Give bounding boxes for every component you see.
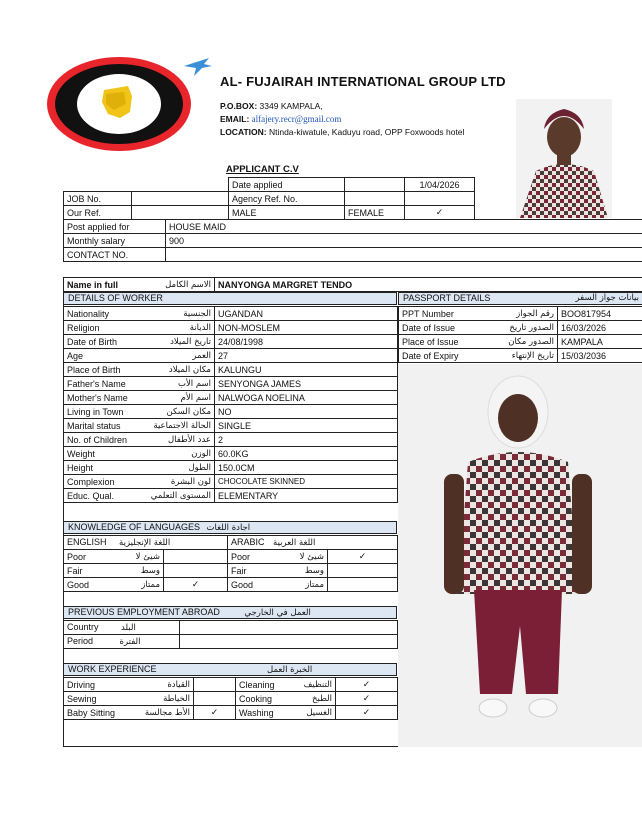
experience-left-0-label-ar: القيادة	[167, 679, 190, 690]
arabic-level-2-cell	[228, 578, 328, 592]
experience-left-0-cell	[64, 678, 194, 692]
worker-value[interactable]: SENYONGA JAMES	[215, 377, 398, 391]
worker-value[interactable]: NO	[215, 405, 398, 419]
experience-row	[64, 692, 398, 706]
experience-left-0-label: Driving	[67, 679, 96, 690]
job-no-label: JOB No.	[64, 192, 132, 206]
passport-3-label: Date of Expiry	[402, 350, 459, 361]
location-value: Ntinda-kiwatule, Kaduyu road, OPP Foxwoods hotel	[268, 127, 465, 137]
passport-value[interactable]: KAMPALA	[558, 335, 642, 349]
worker-header: DETAILS OF WORKER	[63, 292, 397, 305]
post-value[interactable]: HOUSE MAID	[166, 220, 642, 234]
worker-10-label: Weight	[67, 448, 95, 459]
english-level-1-label: Fair	[67, 565, 83, 576]
worker-4-label: Place of Birth	[67, 364, 121, 375]
language-row	[64, 578, 398, 592]
passport-1-label-ar: الصدور تاريخ	[509, 322, 554, 333]
experience-left-1-label: Sewing	[67, 693, 97, 704]
english-level-0-wrap	[67, 552, 160, 562]
worker-7-label-ar: مكان السكن	[166, 406, 211, 417]
english-label: ENGLISH	[67, 537, 107, 547]
experience-right-0-cell	[236, 678, 336, 692]
email-label: EMAIL:	[220, 114, 250, 124]
passport-3-wrap	[402, 351, 554, 361]
arabic-level-1-label: Fair	[231, 565, 247, 576]
worker-row	[64, 433, 398, 447]
top-details-table	[63, 177, 475, 220]
country-label-ar: البلد	[121, 623, 136, 633]
worker-11-label: Height	[67, 462, 94, 473]
applicant-full-photo	[398, 364, 642, 747]
worker-row	[64, 461, 398, 475]
passport-2-cell	[399, 335, 558, 349]
experience-right-2-wrap	[239, 708, 332, 718]
worker-0-label: Nationality	[67, 308, 110, 319]
worker-6-label-ar: اسم الأم	[180, 392, 211, 403]
name-label: Name in full	[67, 279, 119, 290]
contact-label: CONTACT NO.	[64, 248, 166, 262]
post-table	[63, 219, 642, 262]
worker-value[interactable]: KALUNGU	[215, 363, 398, 377]
worker-9-label-ar: عدد الأطفال	[167, 434, 211, 445]
applicant-portrait	[516, 99, 612, 218]
experience-row	[64, 678, 398, 692]
arabic-level-checkbox[interactable]: ✓	[328, 550, 398, 564]
worker-value[interactable]: NALWOGA NOELINA	[215, 391, 398, 405]
worker-11-cell	[64, 461, 215, 475]
worker-3-label-ar: العمر	[192, 350, 211, 361]
experience-left-checkbox[interactable]	[194, 692, 236, 706]
arabic-level-1-label-ar: وسط	[304, 565, 324, 576]
period-label: Period	[67, 636, 94, 646]
period-value[interactable]	[180, 635, 398, 649]
experience-left-checkbox[interactable]: ✓	[194, 706, 236, 720]
experience-right-checkbox[interactable]: ✓	[336, 678, 398, 692]
worker-row	[64, 405, 398, 419]
name-table	[63, 277, 642, 292]
worker-1-cell	[64, 321, 215, 335]
experience-table	[63, 677, 398, 720]
worker-10-wrap	[67, 449, 211, 459]
contact-value[interactable]	[166, 248, 642, 262]
female-checkbox[interactable]: ✓	[405, 206, 475, 220]
company-location	[220, 127, 464, 137]
worker-value[interactable]: ELEMENTARY	[215, 489, 398, 503]
worker-4-wrap	[67, 365, 211, 375]
worker-8-wrap	[67, 421, 211, 431]
english-level-1-label-ar: وسط	[140, 565, 160, 576]
worker-value[interactable]: 60.0KG	[215, 447, 398, 461]
passport-value[interactable]: BOO817954	[558, 307, 642, 321]
english-level-0-cell	[64, 550, 164, 564]
worker-row	[64, 377, 398, 391]
our-ref-value[interactable]	[132, 206, 229, 220]
worker-9-wrap	[67, 435, 211, 445]
english-level-2-wrap	[67, 580, 160, 590]
arabic-level-1-cell	[228, 564, 328, 578]
employment-table	[63, 620, 398, 649]
country-label: Country	[67, 622, 99, 632]
company-logo	[44, 52, 214, 152]
english-level-1-cell	[64, 564, 164, 578]
passport-0-wrap	[402, 309, 554, 319]
experience-right-2-cell	[236, 706, 336, 720]
experience-right-0-label-ar: التنظيف	[303, 679, 332, 690]
experience-right-2-label-ar: الغسيل	[306, 707, 332, 718]
worker-7-wrap	[67, 407, 211, 417]
passport-1-wrap	[402, 323, 554, 333]
pobox-label: P.O.BOX:	[220, 101, 258, 111]
our-ref-label: Our Ref.	[64, 206, 132, 220]
worker-row	[64, 419, 398, 433]
english-level-2-cell	[64, 578, 164, 592]
english-level-checkbox[interactable]: ✓	[164, 578, 228, 592]
arabic-level-2-label-ar: ممتاز	[305, 579, 324, 590]
passport-table	[398, 306, 642, 363]
worker-10-label-ar: الوزن	[191, 448, 211, 459]
worker-13-label-ar: المستوى التعلمي	[150, 490, 211, 501]
worker-row	[64, 307, 398, 321]
worker-row	[64, 349, 398, 363]
employment-header	[63, 606, 397, 619]
worker-12-label: Complexion	[67, 476, 115, 487]
employment-header-label: PREVIOUS EMPLOYMENT ABROAD	[68, 607, 220, 617]
name-value[interactable]: NANYONGA MARGRET TENDO	[215, 278, 642, 292]
english-level-0-label-ar: شيئ لا	[135, 551, 160, 562]
experience-right-0-wrap	[239, 680, 332, 690]
male-label: MALE	[229, 206, 345, 220]
worker-13-label: Educ. Qual.	[67, 490, 115, 501]
experience-left-1-label-ar: الخياطة	[163, 693, 190, 704]
worker-4-cell	[64, 363, 215, 377]
language-row	[64, 564, 398, 578]
languages-table	[63, 535, 398, 592]
passport-row	[399, 321, 642, 335]
worker-9-label: No. of Children	[67, 434, 128, 445]
arabic-level-2-label: Good	[231, 579, 254, 590]
worker-value[interactable]: 27	[215, 349, 398, 363]
experience-left-2-wrap	[67, 708, 190, 718]
worker-2-label-ar: تاريخ الميلاد	[170, 336, 211, 347]
company-name: AL- FUJAIRAH INTERNATIONAL GROUP LTD	[220, 74, 506, 89]
worker-5-wrap	[67, 379, 211, 389]
worker-3-label: Age	[67, 350, 84, 361]
passport-2-label-ar: الصدور مكان	[508, 336, 554, 347]
passport-0-label-ar: رقم الجواز	[516, 308, 554, 319]
experience-header	[63, 663, 397, 676]
english-level-2-label-ar: ممتاز	[141, 579, 160, 590]
pobox-value: 3349 KAMPALA,	[259, 101, 323, 111]
passport-value[interactable]: 16/03/2026	[558, 321, 642, 335]
arabic-level-0-cell	[228, 550, 328, 564]
period-label-ar: الفترة	[119, 637, 141, 647]
passport-0-cell	[399, 307, 558, 321]
worker-13-wrap	[67, 491, 211, 501]
worker-7-label: Living in Town	[67, 406, 124, 417]
english-level-1-wrap	[67, 566, 160, 576]
arabic-level-0-wrap	[231, 552, 324, 562]
worker-row	[64, 363, 398, 377]
arabic-level-0-label: Poor	[231, 551, 251, 562]
experience-left-2-label: Baby Sitting	[67, 707, 116, 718]
worker-7-cell	[64, 405, 215, 419]
arabic-level-2-wrap	[231, 580, 324, 590]
worker-11-label-ar: الطول	[188, 462, 211, 473]
arabic-level-0-label-ar: شيئ لا	[299, 551, 324, 562]
passport-2-label: Place of Issue	[402, 336, 459, 347]
worker-value[interactable]: 150.0CM	[215, 461, 398, 475]
experience-left-2-label-ar: الأط مجالسة	[144, 707, 190, 718]
languages-header	[63, 521, 397, 534]
experience-left-0-wrap	[67, 680, 190, 690]
experience-left-checkbox[interactable]	[194, 678, 236, 692]
experience-right-1-label: Cooking	[239, 693, 273, 704]
country-value[interactable]	[180, 621, 398, 635]
worker-12-cell	[64, 475, 215, 489]
worker-0-wrap	[67, 309, 211, 319]
worker-3-cell	[64, 349, 215, 363]
worker-value[interactable]: UGANDAN	[215, 307, 398, 321]
post-label: Post applied for	[64, 220, 166, 234]
job-no-value[interactable]	[132, 192, 229, 206]
worker-value[interactable]: SINGLE	[215, 419, 398, 433]
worker-8-label-ar: الحالة الاجتماعية	[153, 420, 211, 431]
passport-row	[399, 349, 642, 363]
english-label-ar: اللغة الإنجليزية	[119, 538, 171, 548]
experience-left-1-wrap	[67, 694, 190, 704]
experience-header-ar: الخبرة العمل	[267, 665, 313, 675]
experience-right-1-label-ar: الطبخ	[312, 693, 332, 704]
language-row	[64, 550, 398, 564]
worker-5-label-ar: اسم الأب	[177, 378, 211, 389]
arabic-label-ar: اللغة العربية	[273, 538, 316, 548]
worker-6-cell	[64, 391, 215, 405]
salary-label: Monthly salary	[64, 234, 166, 248]
experience-left-2-cell	[64, 706, 194, 720]
worker-5-label: Father's Name	[67, 378, 126, 389]
experience-right-1-cell	[236, 692, 336, 706]
passport-1-label: Date of Issue	[402, 322, 456, 333]
worker-value[interactable]: 2	[215, 433, 398, 447]
worker-2-cell	[64, 335, 215, 349]
date-applied-label: Date applied	[229, 178, 345, 192]
worker-row	[64, 489, 398, 503]
worker-12-wrap	[67, 477, 211, 487]
passport-row	[399, 307, 642, 321]
worker-13-cell	[64, 489, 215, 503]
salary-value[interactable]: 900	[166, 234, 642, 248]
company-email	[220, 114, 341, 124]
english-level-0-label: Poor	[67, 551, 87, 562]
agency-ref-label: Agency Ref. No.	[229, 192, 345, 206]
experience-row	[64, 706, 398, 720]
name-label-ar: الاسم الكامل	[165, 279, 211, 290]
worker-8-cell	[64, 419, 215, 433]
passport-row	[399, 335, 642, 349]
experience-right-2-label: Washing	[239, 707, 274, 718]
passport-1-cell	[399, 321, 558, 335]
date-applied-value[interactable]: 1/04/2026	[405, 178, 475, 192]
passport-3-cell	[399, 349, 558, 363]
experience-right-0-label: Cleaning	[239, 679, 275, 690]
experience-header-label: WORK EXPERIENCE	[68, 664, 157, 674]
arabic-label: ARABIC	[231, 537, 265, 547]
company-pobox	[220, 101, 323, 111]
worker-table	[63, 306, 398, 503]
passport-header-ar: بيانات جواز السفر	[575, 293, 639, 303]
worker-9-cell	[64, 433, 215, 447]
languages-header-label: KNOWLEDGE OF LANGUAGES	[68, 522, 201, 532]
passport-header-label: PASSPORT DETAILS	[403, 293, 491, 303]
worker-2-wrap	[67, 337, 211, 347]
worker-0-label-ar: الجنسية	[183, 308, 211, 319]
experience-right-checkbox[interactable]: ✓	[336, 692, 398, 706]
email-value[interactable]: alfajery.recr@gmail.com	[251, 114, 342, 124]
arabic-level-checkbox[interactable]	[328, 578, 398, 592]
cv-title: APPLICANT C.V	[226, 164, 299, 175]
worker-row	[64, 447, 398, 461]
worker-6-label: Mother's Name	[67, 392, 128, 403]
english-level-checkbox[interactable]	[164, 550, 228, 564]
worker-1-label: Religion	[67, 322, 100, 333]
worker-row	[64, 335, 398, 349]
worker-4-label-ar: مكان الميلاد	[168, 364, 211, 375]
worker-6-wrap	[67, 393, 211, 403]
worker-5-cell	[64, 377, 215, 391]
worker-12-label-ar: لون البشرة	[170, 476, 211, 487]
english-level-checkbox[interactable]	[164, 564, 228, 578]
passport-0-label: PPT Number	[402, 308, 454, 319]
passport-3-label-ar: تاريخ الإنتهاء	[511, 350, 554, 361]
worker-value[interactable]: 24/08/1998	[215, 335, 398, 349]
location-label: LOCATION:	[220, 127, 267, 137]
worker-1-wrap	[67, 323, 211, 333]
worker-row	[64, 475, 398, 489]
employment-header-ar: العمل في الخارجي	[244, 608, 311, 618]
experience-right-checkbox[interactable]: ✓	[336, 706, 398, 720]
worker-2-label: Date of Birth	[67, 336, 118, 347]
worker-0-cell	[64, 307, 215, 321]
english-level-2-label: Good	[67, 579, 90, 590]
worker-8-label: Marital status	[67, 420, 121, 431]
worker-value[interactable]: NON-MOSLEM	[215, 321, 398, 335]
worker-3-wrap	[67, 351, 211, 361]
worker-10-cell	[64, 447, 215, 461]
arabic-level-1-wrap	[231, 566, 324, 576]
languages-header-ar: اجادة اللغات	[206, 523, 251, 533]
passport-header	[398, 292, 642, 305]
female-label: FEMALE	[345, 206, 405, 220]
worker-value[interactable]: CHOCOLATE SKINNED	[215, 475, 398, 489]
experience-left-1-cell	[64, 692, 194, 706]
worker-11-wrap	[67, 463, 211, 473]
worker-1-label-ar: الديانة	[189, 322, 211, 333]
passport-value[interactable]: 15/03/2036	[558, 349, 642, 363]
worker-row	[64, 391, 398, 405]
worker-row	[64, 321, 398, 335]
passport-2-wrap	[402, 337, 554, 347]
arabic-level-checkbox[interactable]	[328, 564, 398, 578]
experience-right-1-wrap	[239, 694, 332, 704]
